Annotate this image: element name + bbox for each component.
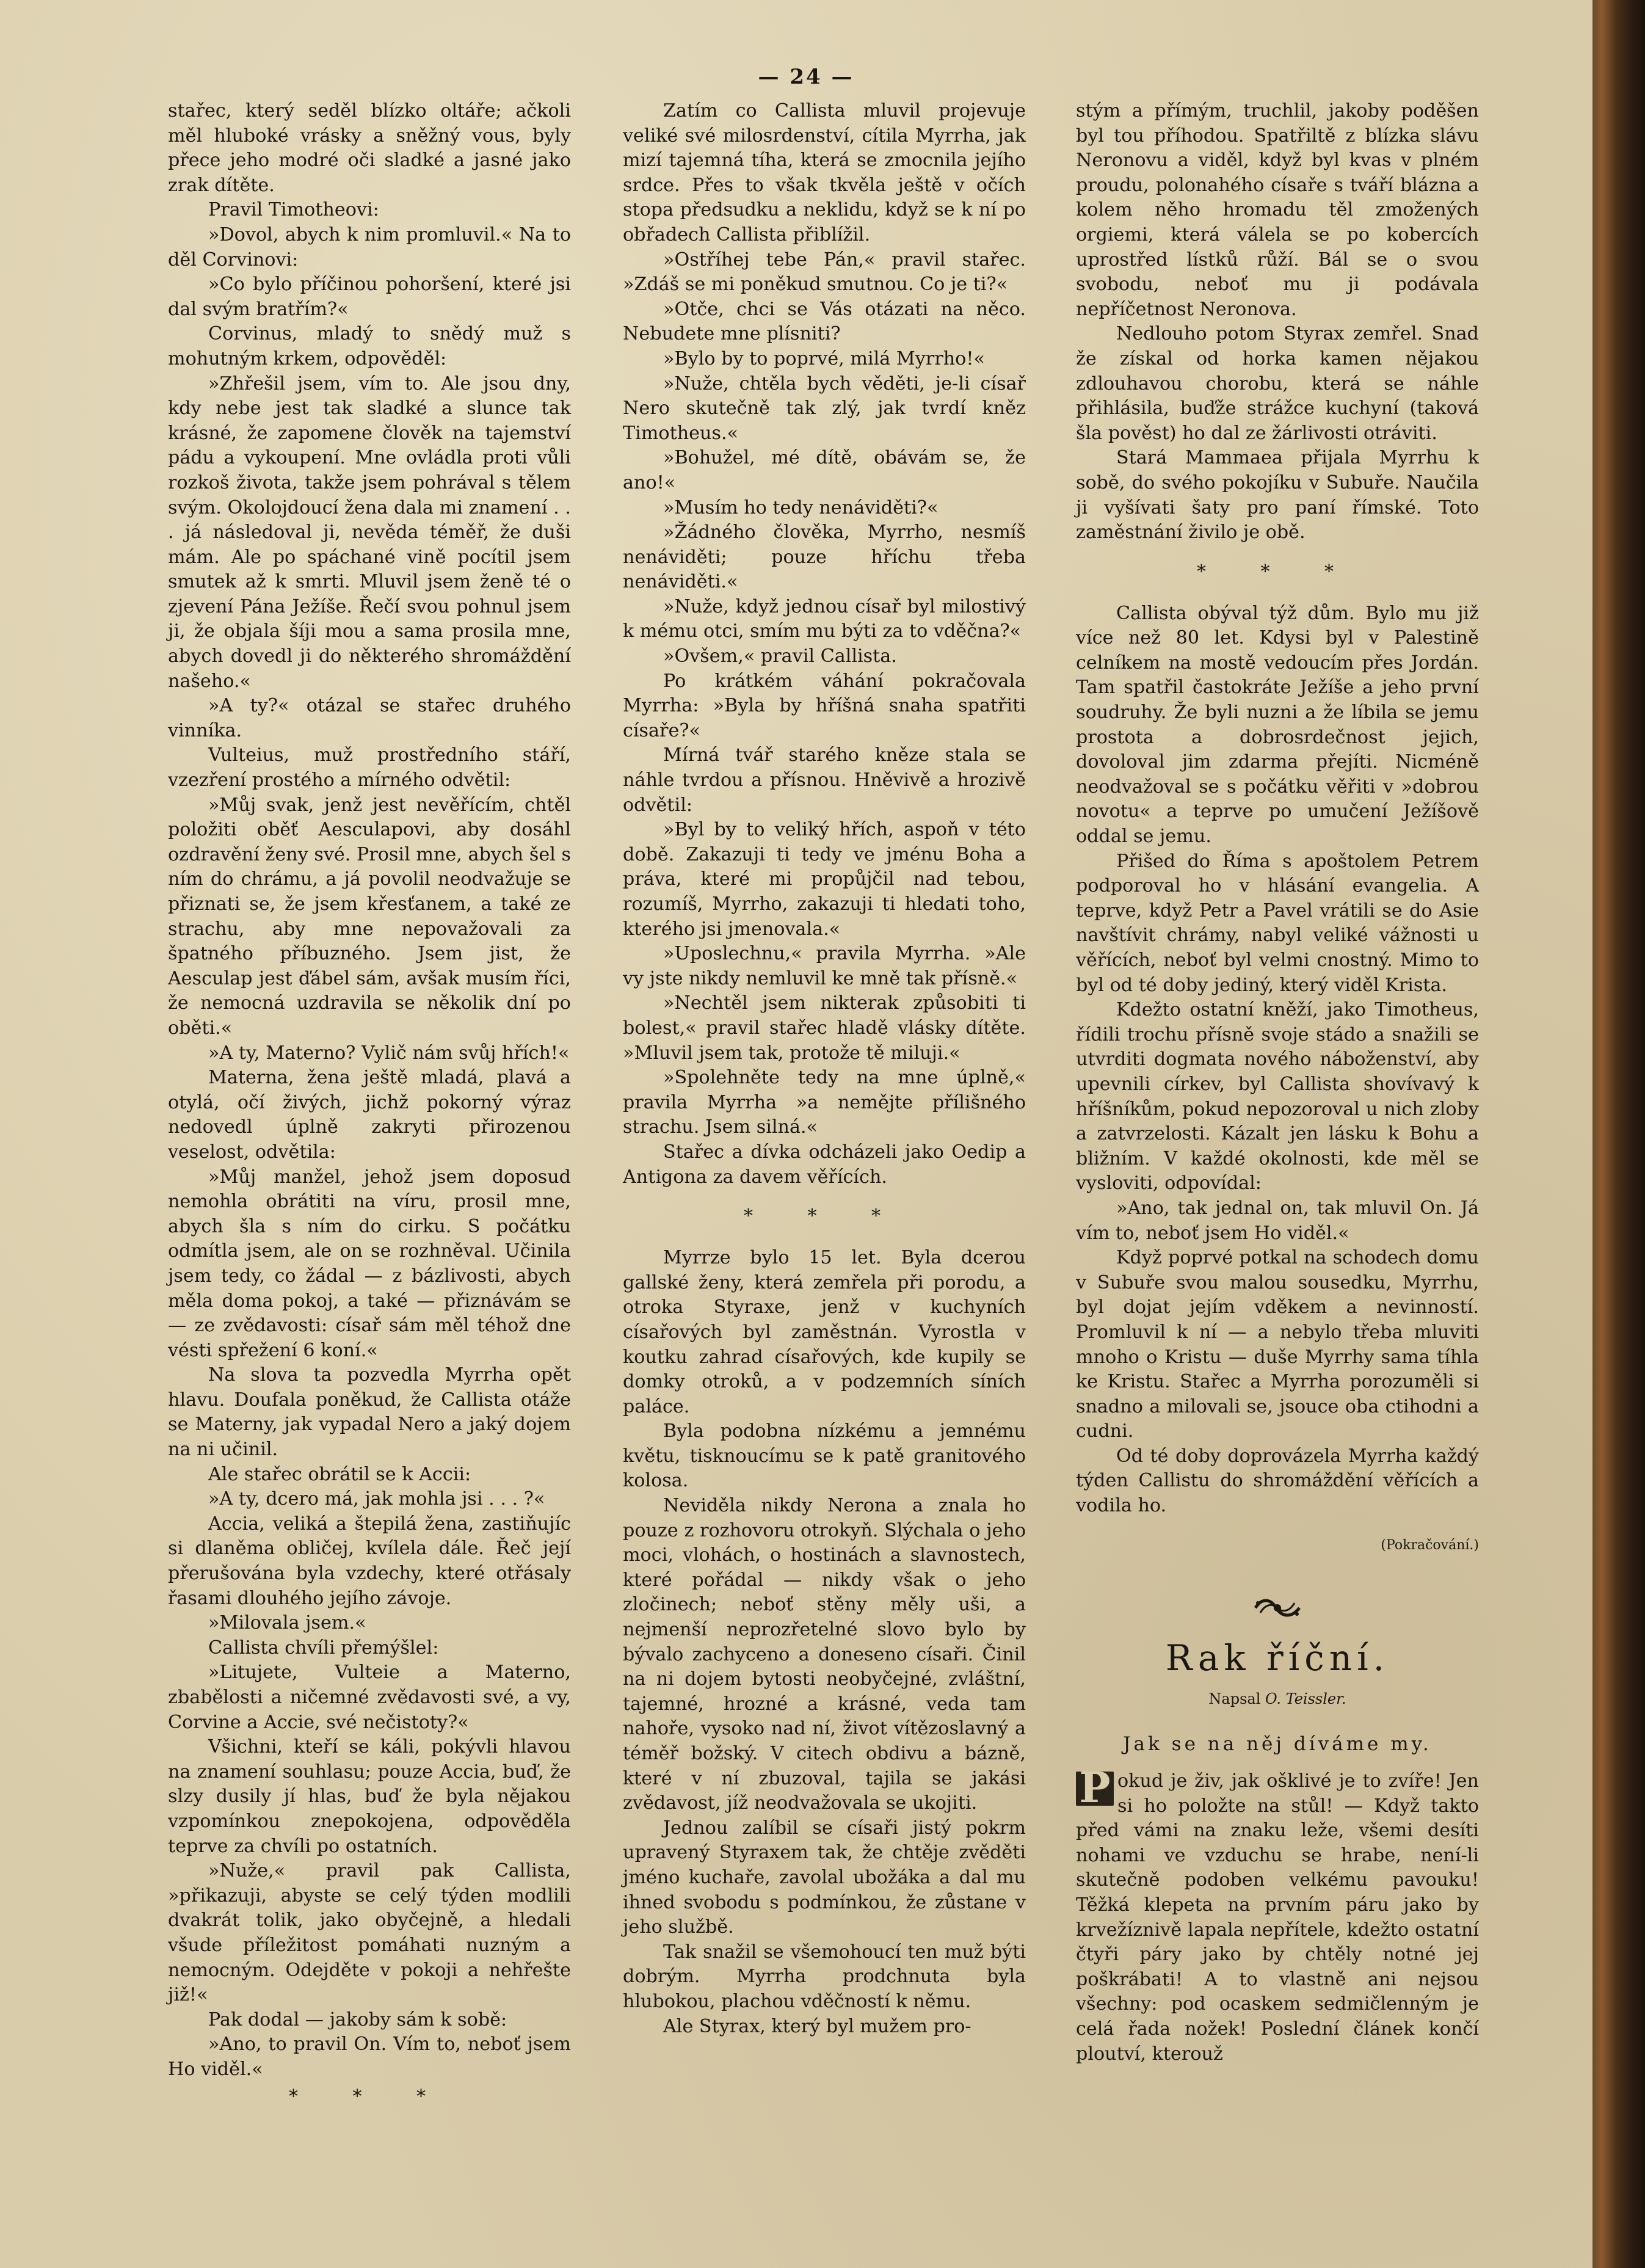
paragraph: Ale Styrax, který byl mužem pro- xyxy=(663,2015,971,2037)
paragraph: »Uposlechnu,« pravila Myrrha. »Ale vy jste nikdy nemluvil ke mně tak přísně.« xyxy=(623,943,1026,989)
paragraph: Corvinus, mladý to snědý muž s mohutným krkem, odpověděl: xyxy=(168,323,571,369)
paragraph: »Bohužel, mé dítě, obávám se, že ano!« xyxy=(623,447,1026,493)
paragraph: Myrrze bylo 15 let. Byla dcerou gallské ženy, která zemřela při porodu, a otroka Styraxe, jenž v kuchyních císařových byl zaměstnán. Vyrostla v koutku zahrad císařových, kde kupily se domky otroků, a v podzemních síních paláce. xyxy=(623,1247,1026,1417)
paragraph: Po krátkém váhání pokračovala Myrrha: »Byla by hříšná snaha spatřiti císaře?« xyxy=(623,670,1026,741)
paragraph: Tak snažil se všemohoucí ten muž býti dobrým. Myrrha prodchnuta byla hlubokou, plachou vděčností k němu. xyxy=(623,1941,1026,2012)
paragraph: »Co bylo příčinou pohoršení, které jsi dal svým bratřím?« xyxy=(168,274,571,320)
paragraph: stařec, který seděl blízko oltáře; ačkoli měl hluboké vrásky a sněžný vous, byly přece jeho modré oči sladké a jasné jako zrak dítěte. xyxy=(168,100,571,196)
paragraph: Nedlouho potom Styrax zemřel. Snad že získal od horka kamen nějakou zdlouhavou chorobu, která se náhle přihlásila, buďže strážce kuchyní (taková šla pověst) ho dal ze žárlivosti otráviti. xyxy=(1076,323,1479,444)
page-number: — 24 — xyxy=(758,65,854,89)
paragraph: »Dovol, abych k nim promluvil.« Na to děl Corvinovi: xyxy=(168,224,571,271)
continued-note: (Pokračování.) xyxy=(1381,1537,1479,1553)
paragraph: Callista chvíli přemýšlel: xyxy=(208,1637,439,1659)
paragraph: Přišed do Říma s apoštolem Petrem podporoval ho v hlásání evangelia. A teprve, když Petr a Pavel vrátili se do Asie navštívit chrámy, nabyl veliké vážnosti u věřících, neboť byl velmi cnostný. Mimo to byl od té doby jediný, který viděl Krista. xyxy=(1076,850,1479,996)
ornament-icon xyxy=(1252,1594,1303,1621)
byline-prefix: Napsal xyxy=(1208,1690,1261,1707)
paragraph: Mírná tvář starého kněze stala se náhle tvrdou a přísnou. Hněvivě a hrozivě odvětil: xyxy=(623,744,1026,816)
paragraph: Pak dodal — jakoby sám k sobě: xyxy=(208,2008,507,2030)
paragraph: Byla podobna nízkému a jemnému květu, tisknoucímu se k patě granitového kolosa. xyxy=(623,1420,1026,1492)
column-3 xyxy=(1076,99,1479,2066)
article-byline xyxy=(1076,1687,1479,1712)
column-1 xyxy=(168,99,571,2109)
paragraph: »Nuže,« pravil pak Callista, »přikazuji, abyste se celý týden modlili dvakrát tolik, jako obyčejně, a hledali všude příležitost pomáhati nuzným a nemocným. Odejděte v pokoji a nehřešte již!« xyxy=(168,1860,571,2006)
paragraph: »Ovšem,« pravil Callista. xyxy=(663,645,897,667)
byline-author: O. Teissler. xyxy=(1265,1690,1346,1707)
paragraph: »Nuže, chtěla bych věděti, je-li císař Nero skutečně tak zlý, jak tvrdí kněz Timotheus.« xyxy=(623,373,1026,444)
paragraph: Kdežto ostatní kněží, jako Timotheus, řídili trochu přísně svoje stádo a snažili se utvrditi dogmata nového náboženství, aby upevnili církev, byl Callista shovívavý k hříšníkům, pokud nepozoroval u nich zloby a zatvrzelosti. Kázalt jen lásku k Bohu a bližním. V každé okolnosti, kde měl se vysloviti, odpovídal: xyxy=(1076,999,1479,1194)
paragraph: Na slova ta pozvedla Myrrha opět hlavu. Doufala poněkud, že Callista otáže se Materny, jak vypadal Nero a jaký dojem na ni učinil. xyxy=(168,1364,571,1461)
section-divider-stars: * * * xyxy=(1196,561,1359,583)
paragraph-text: okud je živ, jak ošklivé je to zvíře! Jen si ho položte na stůl! — Když takto před vámi na znaku leže, všemi desíti nohami ve vzduchu se hrabe, není-li skutečně podoben velkému pavouku! Těžká klepeta na prvním páru jako by krvežíznivě lapala nepřítele, kdežto ostatní čtyři páry jako by chtěly notné jej poškrábati! A to vlastně ani nejsou všechny: pod ocaskem sedmičlenným je celá řada nožek! Poslední článek končí ploutví, kterouž xyxy=(1076,1770,1479,2065)
paragraph: »Bylo by to poprvé, milá Myrrho!« xyxy=(663,347,985,369)
article-title: Rak říční. xyxy=(1165,1637,1390,1679)
paragraph: Ale stařec obrátil se k Accii: xyxy=(208,1463,471,1485)
section-divider-stars: * * * xyxy=(288,2085,451,2107)
paragraph: Callista obýval týž dům. Bylo mu již více než 80 let. Kdysi byl v Palestině celníkem na mostě vedoucím přes Jordán. Tam spatřil častokráte Ježíše a jeho první soudruhy. Že byli nuzni a že líbila se jemu prostota a dobrosrdečnost jejich, dovoloval jim zdarma přejíti. Nicméně neodvažoval se s počátku věřiti v »dobrou novotu« a teprve po umučení Ježíšově oddal se jemu. xyxy=(1076,602,1479,848)
section-divider-stars: * * * xyxy=(743,1205,906,1227)
paragraph: »Ano, tak jednal on, tak mluvil On. Já vím to, neboť jsem Ho viděl.« xyxy=(1076,1197,1479,1244)
paragraph: »Milovala jsem.« xyxy=(208,1612,366,1634)
paragraph: »A ty, Materno? Vylič nám svůj hřích!« xyxy=(208,1042,570,1064)
paragraph: »Musím ho tedy nenáviděti?« xyxy=(663,496,939,518)
paragraph: Když poprvé potkal na schodech domu v Subuře svou malou sousedku, Myrrhu, byl dojat jejím vděkem a nevinností. Promluvil k ní — a nebylo třeba mluviti mnoho o Kristu — duše Myrrhy sama tíhla ke Kristu. Stařec a Myrrha porozuměli si snadno a milovali se, jsouce oba ctihodni a cudni. xyxy=(1076,1247,1479,1442)
paragraph: »Spolehněte tedy na mne úplně,« pravila Myrrha »a nemějte přílišného strachu. Jsem silná.« xyxy=(623,1067,1026,1138)
paragraph: »Nuže, když jednou císař byl milostivý k mému otci, smím mu býti za to vděčna?« xyxy=(623,595,1026,642)
paragraph: stým a přímým, truchlil, jakoby poděšen byl tou příhodou. Spatřiltě z blízka slávu Neronovu a viděl, když byl kvas v plném proudu, polonahého císaře s tváří blázna a kolem něho hromadu těl zmožených orgiemi, která válela se po kobercích uprostřed lístků růží. Bál se o svou svobodu, neboť mu ji podávala nepříčetnost Neronova. xyxy=(1076,100,1479,320)
article-first-paragraph xyxy=(1076,1764,1479,2066)
article-subheading: Jak se na něj díváme my. xyxy=(1123,1733,1432,1756)
paragraph: »Nechtěl jsem nikterak způsobiti ti bolest,« pravil stařec hladě vlásky dítěte. »Mluvil jsem tak, protože tě miluji.« xyxy=(623,992,1026,1064)
paragraph: Pravil Timotheovi: xyxy=(208,199,379,221)
paragraph: Accia, veliká a štepilá žena, zastiňujíc si dlaněma obličej, kvílela dále. Řeč její přerušována byla vzdechy, které otřásaly řasami dlouhého jejího závoje. xyxy=(168,1513,571,1609)
paragraph: »Ano, to pravil On. Vím to, neboť jsem Ho viděl.« xyxy=(168,2034,571,2080)
paragraph: »A ty, dcero má, jak mohla jsi . . . ?« xyxy=(208,1488,545,1510)
paragraph: Stará Mammaea přijala Myrrhu k sobě, do svého pokojíku v Subuře. Naučila ji vyšívati šaty pro paní římské. Toto zaměstnání živilo je obě. xyxy=(1076,447,1479,543)
paragraph: Neviděla nikdy Nerona a znala ho pouze z rozhovoru otrokyň. Slýchala o jeho moci, vlohách, o hostinách a slavnostech, které pořádal — nikdy však o jeho zločinech; neboť stěny měly uši, a nejmenší neprozřetelné slovo bylo by bývalo zachyceno a doneseno císaři. Činil na ni dojem bytosti neobyčejné, zvláštní, tajemné, hrozné a krásné, veda tam nahoře, vysoko nad ní, život vítězoslavný a téměř božský. V citech obdivu a bázně, které v ní zbuzoval, tajila se jakási zvědavost, jíž neodvažovala se ukojiti. xyxy=(623,1495,1026,1814)
book-spine-edge xyxy=(1592,0,1645,2268)
paragraph: »Otče, chci se Vás otázati na něco. Nebudete mne plísniti? xyxy=(623,298,1026,345)
drop-cap: P xyxy=(1076,1772,1114,1806)
paragraph: »Zhřešil jsem, vím to. Ale jsou dny, kdy nebe jest tak sladké a slunce tak krásné, že zapomene člověk na tajemství pádu a vykoupení. Mne ovládla proti vůli rozkoš života, takže jsem pohrával s tělem svým. Okolojdoucí žena dala mi znamení . . . já následoval ji, nevěda téměř, že duši mám. Ale po spáchané vině pocítil jsem smutek až k smrti. Mluvil jsem ženě té o zjevení Pána Ježíše. Řečí svou pohnul jsem ji, že objala šíji mou a sama prosila mne, abych dovedl ji do některého shromáždění našeho.« xyxy=(168,373,571,692)
paragraph: Materna, žena ještě mladá, plavá a otylá, očí živých, jichž pokorný výraz nedovedl úplně zakryti přirozenou veselost, odvětila: xyxy=(168,1067,571,1163)
paragraph: »Litujete, Vulteie a Materno, zbabělosti a ničemné zvědavosti své, a vy, Corvine a Accie, své nečistoty?« xyxy=(168,1662,571,1733)
paragraph: »Můj svak, jenž jest nevěřícím, chtěl položiti oběť Aesculapovi, aby dosáhl ozdravění ženy své. Prosil mne, abych šel s ním do chrámu, a já povolil neodvažuje se přiznati se, že jsem křesťanem, a také ze strachu, aby mne nepovažovali za špatného příbuzného. Jsem jist, že Aesculap jest ďábel sám, avšak musím říci, že nemocná uzdravila se několik dní po oběti.« xyxy=(168,794,571,1039)
paragraph: Stařec a dívka odcházeli jako Oedip a Antigona za davem věřících. xyxy=(623,1141,1026,1188)
paragraph: »Můj manžel, jehož jsem doposud nemohla obrátiti na víru, prosil mne, abych šla s ním do cirku. S počátku odmítla jsem, ale on se rozhněval. Učinila jsem tedy, co žádal — z bázlivosti, abych měla doma pokoj, a také — přiznávám se — ze zvědavosti: císař sám měl téhož dne vésti spřežení 6 koní.« xyxy=(168,1166,571,1361)
column-2 xyxy=(623,99,1026,2039)
paragraph: Zatím co Callista mluvil projevuje veliké své milosrdenství, cítila Myrrha, jak mizí tajemná tíha, která se zmocnila jejího srdce. Přes to však tkvěla ještě v očích stopa předsudku a neklidu, když se k ní po obřadech Callista přiblížil. xyxy=(623,100,1026,245)
paragraph: »Byl by to veliký hřích, aspoň v této době. Zakazuji ti tedy ve jménu Boha a práva, které mi propůjčil nad tebou, rozumíš, Myrrho, zakazuji ti hledati toho, kterého jsi jmenovala.« xyxy=(623,819,1026,940)
paragraph: Jednou zalíbil se císaři jistý pokrm upravený Styraxem tak, že chtěje zvěděti jméno kuchaře, zavolal ubožáka a dal mu ihned svobodu s podmínkou, že zůstane v jeho službě. xyxy=(623,1817,1026,1938)
paragraph: Vulteius, muž prostředního stáří, vzezření prostého a mírného odvětil: xyxy=(168,744,571,791)
paragraph: »Ostříhej tebe Pán,« pravil stařec. »Zdáš se mi poněkud smutnou. Co je ti?« xyxy=(623,249,1026,296)
paragraph: Od té doby doprovázela Myrrha každý týden Callistu do shromáždění věřících a vodila ho. xyxy=(1076,1445,1479,1517)
paragraph: »Žádného člověka, Myrrho, nesmíš nenáviděti; pouze hříchu třeba nenáviděti.« xyxy=(623,522,1026,593)
paragraph: »A ty?« otázal se stařec druhého vinníka. xyxy=(168,695,571,741)
paragraph: Všichni, kteří se káli, pokývli hlavou na znamení souhlasu; pouze Accia, buď, že slzy dusily jí hlas, buď že byla nějakou vzpomínkou znepokojena, odpověděla teprve za chvíli po ostatních. xyxy=(168,1736,571,1857)
